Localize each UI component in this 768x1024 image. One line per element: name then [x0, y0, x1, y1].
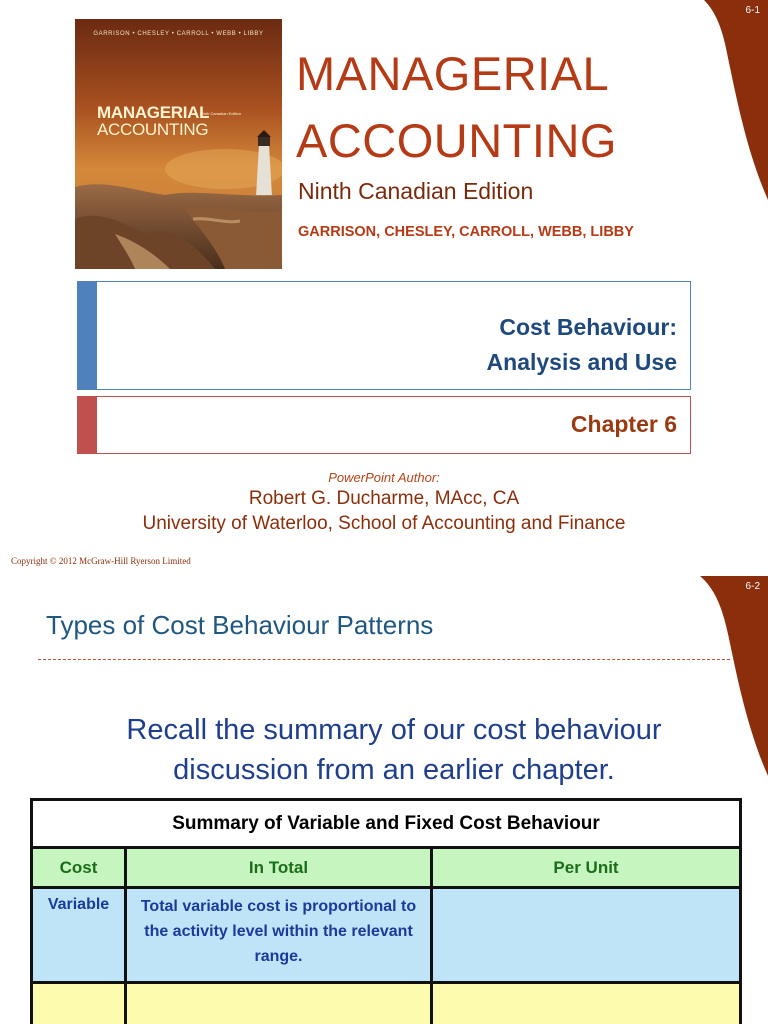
- table-row: [32, 983, 741, 1024]
- table-row: [32, 888, 741, 983]
- cost-behaviour-table: [30, 798, 742, 1024]
- cell-cost: Variable: [32, 888, 126, 983]
- cell-cost: [32, 983, 126, 1024]
- book-cover: [75, 19, 282, 269]
- lighthouse-cover-image: [75, 19, 282, 269]
- book-title-line1: MANAGERIAL: [296, 47, 610, 100]
- header-in-total: In Total: [126, 848, 432, 888]
- cell-in-total: [126, 983, 432, 1024]
- pp-author-label: PowerPoint Author:: [328, 470, 440, 485]
- book-edition: Ninth Canadian Edition: [298, 178, 534, 204]
- subtitle-line1: Recall the summary of our cost behaviour: [126, 714, 662, 746]
- book-authors: GARRISON, CHESLEY, CARROLL, WEBB, LIBBY: [298, 224, 634, 240]
- blue-accent-bar: [78, 282, 97, 389]
- pp-author-affiliation: University of Waterloo, School of Accounting and Finance: [142, 513, 626, 534]
- table-header-row: [32, 848, 741, 888]
- pp-author-name: Robert G. Ducharme, MAcc, CA: [248, 488, 520, 509]
- book-title-line2: ACCOUNTING: [296, 114, 617, 167]
- slide-subtitle: [0, 710, 768, 790]
- chapter-title: [487, 310, 677, 380]
- slide-title: Types of Cost Behaviour Patterns: [46, 610, 434, 640]
- chapter-number: Chapter 6: [570, 411, 677, 437]
- title-divider: [38, 659, 730, 660]
- slide-number: 6-2: [745, 581, 760, 592]
- chapter-title-line2: Analysis and Use: [486, 349, 677, 375]
- cover-title-line2: ACCOUNTING: [97, 120, 209, 139]
- cell-in-total: Total variable cost is proportional to the activity level within the relevant range.: [126, 888, 432, 983]
- copyright: Copyright © 2012 McGraw-Hill Ryerson Limited: [11, 556, 191, 566]
- red-accent-bar: [78, 397, 97, 453]
- header-cost: Cost: [32, 848, 126, 888]
- header-per-unit: Per Unit: [432, 848, 741, 888]
- subtitle-line2: discussion from an earlier chapter.: [173, 754, 615, 786]
- slide-2: [0, 576, 768, 1024]
- chapter-title-box: [77, 281, 691, 390]
- cover-edition: Ninth Canadian Edition: [200, 111, 241, 116]
- corner-decoration: [668, 0, 768, 200]
- cover-authors: GARRISON • CHESLEY • CARROLL • WEBB • LIBBY: [93, 31, 264, 37]
- cell-per-unit: [432, 983, 741, 1024]
- slide-number: 6-1: [745, 5, 760, 16]
- cell-per-unit: [432, 888, 741, 983]
- chapter-title-line1: Cost Behaviour:: [499, 314, 677, 340]
- chapter-number-box: [77, 396, 691, 454]
- cover-title-line1: MANAGERIAL: [97, 103, 210, 122]
- table-caption: Summary of Variable and Fixed Cost Behaviour: [32, 800, 741, 848]
